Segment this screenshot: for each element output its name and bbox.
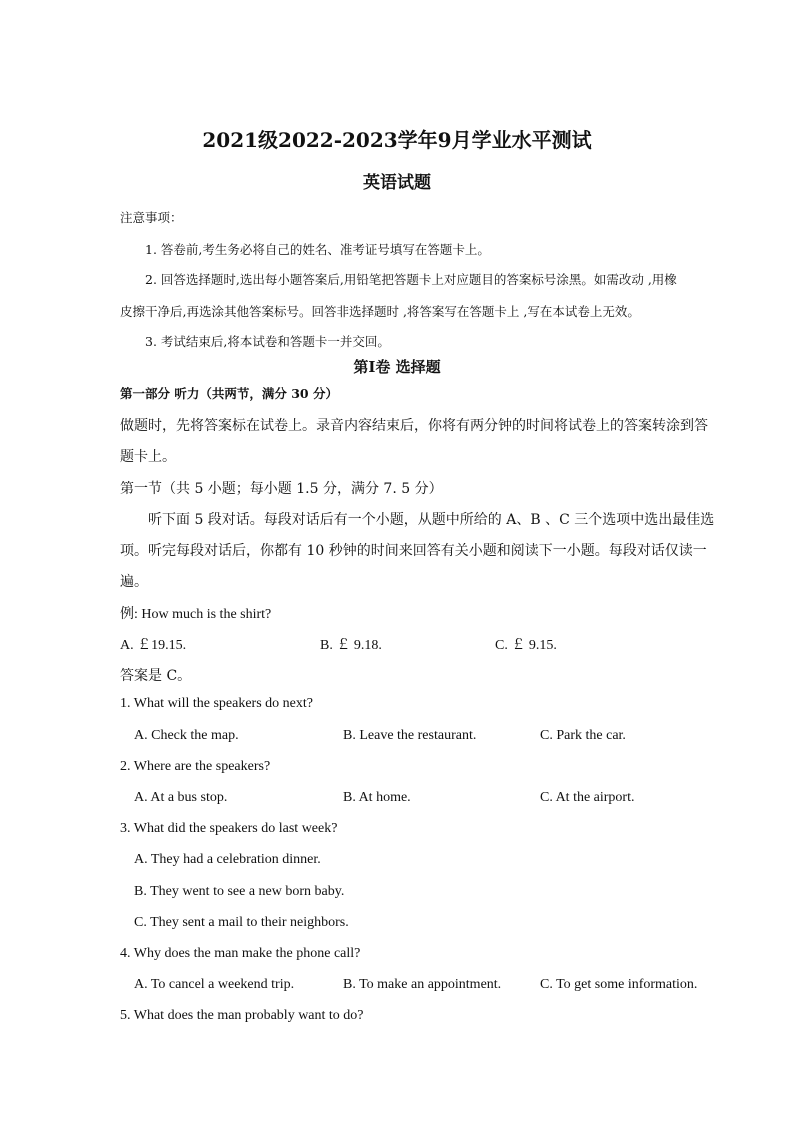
question-1-option-c: C. Park the car.: [540, 728, 626, 743]
section1-heading: 第一节（共 5 小题；每小题 1.5 分，满分 7. 5 分）: [120, 481, 443, 497]
example-option-c: C. ￡ 9.15.: [495, 638, 557, 653]
exam-subtitle: 英语试题: [363, 173, 431, 193]
example-option-a: A. ￡19.15.: [120, 638, 187, 653]
section1-instruction-line-1: 听下面 5 段对话。每段对话后有一个小题，从题中所给的 A、B 、C 三个选项中选出最佳选: [148, 512, 715, 528]
notice-item-3: 3. 考试结束后,将本试卷和答题卡一并交回。: [145, 334, 390, 349]
question-3: 3. What did the speakers do last week?: [120, 821, 338, 836]
part1-intro-line-2: 题卡上。: [120, 449, 176, 465]
section1-instruction-line-2: 项。听完每段对话后，你都有 10 秒钟的时间来回答有关小题和阅读下一小题。每段对话仅读一: [120, 543, 707, 559]
question-4-option-c: C. To get some information.: [540, 977, 698, 992]
notice-heading: 注意事项：: [120, 210, 183, 225]
question-2-option-b: B. At home.: [343, 790, 411, 805]
notice-item-2-line-1: 2. 回答选择题时,选出每小题答案后,用铅笔把答题卡上对应题目的答案标号涂黑。如需改动 ,用橡: [145, 272, 677, 287]
question-3-option-b: B. They went to see a new born baby.: [134, 884, 345, 899]
question-2: 2. Where are the speakers?: [120, 759, 271, 774]
notice-item-2-line-2: 皮擦干净后,再选涂其他答案标号。回答非选择题时 ,将答案写在答题卡上 ,写在本试卷上无效。: [120, 304, 640, 319]
question-4-option-b: B. To make an appointment.: [343, 977, 502, 992]
question-5: 5. What does the man probably want to do?: [120, 1008, 364, 1023]
question-4: 4. Why does the man make the phone call?: [120, 946, 361, 961]
question-3-option-a: A. They had a celebration dinner.: [134, 852, 321, 867]
volume-title: 第Ⅰ卷 选择题: [353, 358, 441, 376]
question-3-option-c: C. They sent a mail to their neighbors.: [134, 915, 349, 930]
question-2-option-a: A. At a bus stop.: [134, 790, 228, 805]
question-1: 1. What will the speakers do next?: [120, 696, 313, 711]
section1-instruction-line-3: 遍。: [120, 574, 148, 590]
question-4-option-a: A. To cancel a weekend trip.: [134, 977, 295, 992]
question-1-option-b: B. Leave the restaurant.: [343, 728, 477, 743]
question-1-option-a: A. Check the map.: [134, 728, 239, 743]
exam-title: 2021级2022-2023学年9月学业水平测试: [202, 128, 592, 152]
example-question: 例: How much is the shirt?: [120, 607, 272, 622]
question-2-option-c: C. At the airport.: [540, 790, 635, 805]
part1-intro-line-1: 做题时，先将答案标在试卷上。录音内容结束后，你将有两分钟的时间将试卷上的答案转涂到答: [120, 418, 708, 434]
example-answer: 答案是 C。: [120, 668, 192, 684]
notice-item-1: 1. 答卷前,考生务必将自己的姓名、准考证号填写在答题卡上。: [145, 242, 490, 257]
part1-heading: 第一部分 听力（共两节，满分 30 分）: [120, 386, 338, 401]
example-option-b: B. ￡ 9.18.: [320, 638, 382, 653]
